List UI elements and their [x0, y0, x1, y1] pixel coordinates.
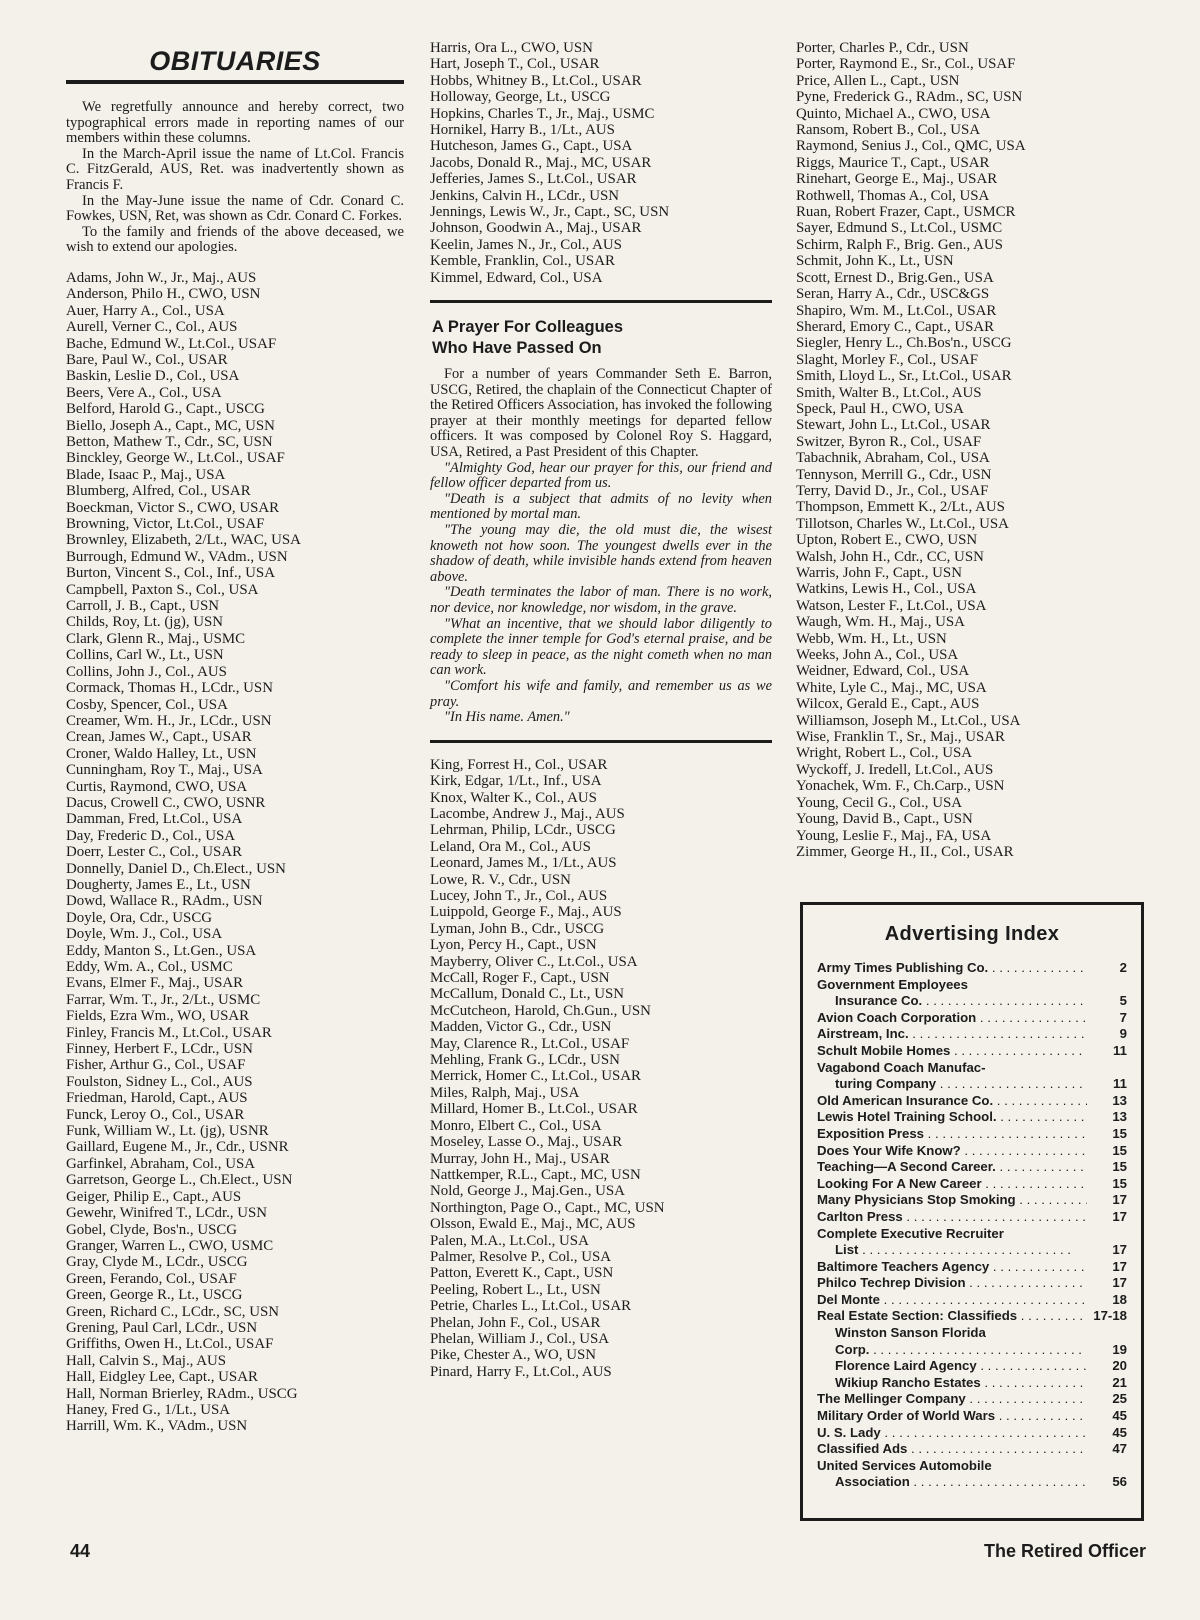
obituary-entry: Griffiths, Owen H., Lt.Col., USAF	[66, 1336, 274, 1353]
obituary-entry: Auer, Harry A., Col., USA	[66, 302, 225, 319]
ad-index-advertiser: Lewis Hotel Training School. . . .	[817, 1109, 1087, 1126]
obituary-entry: Wright, Robert L., Col., USA	[796, 745, 973, 762]
ad-index-page: 17	[1112, 1275, 1127, 1291]
obituary-entry: Green, George R., Lt., USCG	[66, 1287, 243, 1304]
page-number: 44	[70, 1541, 91, 1561]
obituary-entry: Green, Ferando, Col., USAF	[66, 1270, 237, 1287]
obituary-names-col1	[66, 270, 404, 1435]
ad-index-advertiser: Exposition Press . . .	[817, 1126, 1087, 1143]
obituary-entry: Finney, Herbert F., LCdr., USN	[66, 1041, 253, 1058]
obituary-entry: Nold, George J., Maj.Gen., USA	[430, 1183, 625, 1200]
obituary-entry: Brownley, Elizabeth, 2/Lt., WAC, USA	[66, 532, 301, 549]
obituary-entry: Binckley, George W., Lt.Col., USAF	[66, 450, 285, 467]
obituary-entry: Porter, Raymond E., Sr., Col., USAF	[796, 56, 1016, 73]
ad-index-page: 11	[1113, 1042, 1127, 1058]
obituary-entry: Young, Cecil G., Col., USA	[796, 794, 963, 811]
obituary-entry: Damman, Fred, Lt.Col., USA	[66, 811, 243, 828]
obituary-entry: Merrick, Homer C., Lt.Col., USAR	[430, 1068, 641, 1085]
obituaries-title: OBITUARIES	[149, 46, 321, 76]
ad-index-page: 15	[1112, 1159, 1127, 1175]
obituary-entry: Millard, Homer B., Lt.Col., USAR	[430, 1101, 638, 1118]
obituary-entry: Warris, John F., Capt., USN	[796, 565, 962, 581]
ad-index-page: 20	[1112, 1358, 1127, 1374]
obituary-entry: Donnelly, Daniel D., Ch.Elect., USN	[66, 860, 286, 877]
obituary-entry: Doyle, Wm. J., Col., USA	[66, 926, 223, 943]
obituary-entry: Harrill, Wm. K., VAdm., USN	[66, 1418, 248, 1435]
obituary-entry: Tennyson, Merrill G., Cdr., USN	[796, 466, 992, 483]
obituary-entry: White, Lyle C., Maj., MC, USA	[796, 679, 987, 696]
ad-index-advertiser: Classified Ads . . .	[817, 1441, 1087, 1458]
obituary-entry: Webb, Wm. H., Lt., USN	[796, 630, 947, 647]
obituary-entry: Hall, Norman Brierley, RAdm., USCG	[66, 1385, 298, 1402]
obituary-entry: Ruan, Robert Frazer, Capt., USMCR	[796, 204, 1016, 221]
obituary-entry: Smith, Lloyd L., Sr., Lt.Col., USAR	[796, 368, 1012, 385]
obituary-entry: Upton, Robert E., CWO, USN	[796, 532, 978, 549]
obituary-entry: Carroll, J. B., Capt., USN	[66, 598, 220, 615]
obituary-entry: Bare, Paul W., Col., USAR	[66, 351, 228, 368]
obituary-entry: Olsson, Ewald E., Maj., MC, AUS	[430, 1216, 636, 1233]
obituary-entry: Palmer, Resolve P., Col., USA	[430, 1248, 611, 1265]
ad-index-advertiser: Corp. . . .	[817, 1342, 1087, 1359]
ad-index-entry	[817, 1159, 1127, 1176]
ad-index-entry	[817, 1192, 1127, 1209]
obituary-entry: Geiger, Philip E., Capt., AUS	[66, 1188, 242, 1205]
ad-index-advertiser: Carlton Press . . .	[817, 1209, 1087, 1226]
obituary-entry: Jennings, Lewis W., Jr., Capt., SC, USN	[430, 204, 670, 221]
prayer-line: "In His name. Amen."	[444, 709, 570, 726]
ad-index-advertiser: Philco Techrep Division . . .	[817, 1275, 1087, 1292]
obituary-entry: Sayer, Edmund S., Lt.Col., USMC	[796, 220, 1003, 237]
obituary-entry: Thompson, Emmett K., 2/Lt., AUS	[796, 499, 1005, 516]
ad-index-entry	[817, 1358, 1127, 1375]
obituary-entry: Lehrman, Philip, LCdr., USCG	[430, 822, 616, 839]
ad-index-entry	[817, 1060, 1127, 1077]
obituary-entry: Northington, Page O., Capt., MC, USN	[430, 1199, 665, 1216]
ad-index-advertiser: Real Estate Section: Classifieds . . .	[817, 1308, 1087, 1325]
obituary-entry: Smith, Walter B., Lt.Col., AUS	[796, 384, 982, 401]
ad-index-page: 13	[1112, 1092, 1127, 1108]
obituary-entry: Eddy, Wm. A., Col., USMC	[66, 959, 233, 975]
obituary-entry: Cunningham, Roy T., Maj., USA	[66, 762, 263, 779]
prayer-text	[430, 461, 772, 726]
obituary-entry: Farrar, Wm. T., Jr., 2/Lt., USMC	[66, 991, 261, 1008]
obituary-entry: Belford, Harold G., Capt., USCG	[66, 401, 265, 418]
obituary-entry: Green, Richard C., LCdr., SC, USN	[66, 1303, 280, 1320]
ad-index-advertiser: Del Monte . . .	[817, 1292, 1087, 1309]
ad-index-advertiser: Association . . .	[817, 1474, 1087, 1491]
advertising-index-list	[817, 960, 1127, 1491]
obituary-entry: Sherard, Emory C., Capt., USAR	[796, 318, 995, 335]
ad-index-advertiser: Baltimore Teachers Agency . . .	[817, 1259, 1087, 1276]
obituary-entry: Jacobs, Donald R., Maj., MC, USAR	[430, 154, 652, 171]
obituary-entry: Price, Allen L., Capt., USN	[796, 72, 960, 89]
obituary-entry: Hutcheson, James G., Capt., USA	[430, 138, 633, 155]
obituary-entry: Palen, M.A., Lt.Col., USA	[430, 1232, 589, 1249]
ad-index-page: 13	[1112, 1109, 1127, 1125]
obituary-entry: Hall, Calvin S., Maj., AUS	[66, 1352, 227, 1369]
ad-index-entry	[817, 1242, 1127, 1259]
ad-index-page: 18	[1112, 1291, 1127, 1307]
obituary-entry: Raymond, Senius J., Col., QMC, USA	[796, 138, 1026, 155]
obituary-entry: Lowe, R. V., Cdr., USN	[430, 871, 571, 888]
ad-index-advertiser: Insurance Co. . . .	[817, 993, 1087, 1010]
obituary-entry: Pyne, Frederick G., RAdm., SC, USN	[796, 89, 1023, 106]
obituary-entry: Patton, Everett K., Capt., USN	[430, 1265, 614, 1282]
ad-index-advertiser: Teaching—A Second Career. . . .	[817, 1159, 1087, 1176]
obituary-entry: Weeks, John A., Col., USA	[796, 647, 959, 664]
obituary-entry: Hornikel, Harry B., 1/Lt., AUS	[430, 122, 615, 139]
ad-index-page: 9	[1119, 1026, 1127, 1042]
obituary-entry: Hopkins, Charles T., Jr., Maj., USMC	[430, 105, 655, 122]
obituary-entry: Evans, Elmer F., Maj., USAR	[66, 975, 244, 992]
ad-index-entry	[817, 1076, 1127, 1093]
obituary-entry: Hobbs, Whitney B., Lt.Col., USAR	[430, 72, 642, 89]
obituary-entry: Seran, Harry A., Cdr., USC&GS	[796, 286, 990, 303]
ad-index-page: 17	[1112, 1258, 1127, 1274]
obituary-entry: Hall, Eidgley Lee, Capt., USAR	[66, 1369, 258, 1386]
obituary-entry: Jenkins, Calvin H., LCdr., USN	[430, 187, 620, 204]
ad-index-advertiser: Does Your Wife Know? . . .	[817, 1143, 1087, 1160]
ad-index-entry	[817, 993, 1127, 1010]
obituary-entry: Switzer, Byron R., Col., USAF	[796, 433, 982, 450]
prayer-line: "Comfort his wife and family, and remember us as we pray.	[430, 677, 772, 710]
obituary-entry: Monro, Elbert C., Col., USA	[430, 1117, 602, 1134]
ad-index-advertiser: Schult Mobile Homes . . .	[817, 1043, 1087, 1060]
obituary-entry: Garretson, George L., Ch.Elect., USN	[66, 1172, 293, 1189]
obituary-entry: Watson, Lester F., Lt.Col., USA	[796, 597, 987, 614]
obituary-entry: Baskin, Leslie D., Col., USA	[66, 368, 240, 385]
prayer-line: "What an incentive, that we should labor diligently to complete the inner temple for God's eternal praise, and be ready to sleep in peace, as the night cometh when no man can work.	[430, 615, 772, 679]
obituary-entry: Mayberry, Oliver C., Lt.Col., USA	[430, 953, 638, 970]
prayer-line: "The young may die, the old must die, the wisest knoweth not how soon. The youngest dwells ever in the shadow of death, while invisible hands extend from heaven above.	[430, 522, 772, 585]
obituary-entry: Slaght, Morley F., Col., USAF	[796, 351, 979, 368]
obituary-entry: Beers, Vere A., Col., USA	[66, 384, 222, 401]
obituary-entry: Schirm, Ralph F., Brig. Gen., AUS	[796, 236, 1003, 253]
ad-index-entry	[817, 1226, 1127, 1243]
obituary-entry: Funck, Leroy O., Col., USAR	[66, 1106, 245, 1123]
obituary-entry: Dacus, Crowell C., CWO, USNR	[66, 794, 266, 811]
obituary-entry: Speck, Paul H., CWO, USA	[796, 400, 964, 417]
intro-paragraph: In the March-April issue the name of Lt.Col. Francis C. FitzGerald, AUS, Ret. was inadvertently shown as Francis F.	[66, 145, 404, 193]
obituary-entry: Hart, Joseph T., Col., USAR	[430, 56, 600, 73]
obituary-entry: Gray, Clyde M., LCdr., USCG	[66, 1254, 248, 1271]
obituary-entry: Day, Frederic D., Col., USA	[66, 827, 236, 844]
obituary-entry: Mehling, Frank G., LCdr., USN	[430, 1052, 620, 1069]
obituary-entry: Holloway, George, Lt., USCG	[430, 89, 611, 106]
ad-index-page: 45	[1112, 1408, 1127, 1424]
obituary-entry: Cormack, Thomas H., LCdr., USN	[66, 680, 273, 697]
obituary-entry: Luippold, George F., Maj., AUS	[430, 904, 622, 921]
obituary-entry: Finley, Francis M., Lt.Col., USAR	[66, 1024, 272, 1041]
obituary-entry: Lyon, Percy H., Capt., USN	[430, 937, 597, 954]
obituary-entry: Kirk, Edgar, 1/Lt., Inf., USA	[430, 773, 602, 790]
column-right	[796, 40, 1144, 860]
ad-index-advertiser: United Services Automobile	[817, 1457, 992, 1473]
ad-index-entry	[817, 1391, 1127, 1408]
ad-index-advertiser: Wikiup Rancho Estates . . .	[817, 1375, 1087, 1392]
obituary-entry: Clark, Glenn R., Maj., USMC	[66, 630, 246, 647]
ad-index-advertiser: U. S. Lady . . .	[817, 1425, 1087, 1442]
prayer-intro: For a number of years Commander Seth E. Barron, USCG, Retired, the chaplain of the Connecticut Chapter of the Retired Officers Association, has invoked the following prayer at their monthly meetings for departed fellow officers. It was composed by Colonel Roy S. Haggard, USA, Retired, a Past President of this Chapter.	[430, 366, 772, 461]
obituary-names-col2-top	[430, 40, 772, 286]
obituary-entry: Fisher, Arthur G., Col., USAF	[66, 1057, 246, 1074]
obituary-entry: Schmit, John K., Lt., USN	[796, 253, 954, 270]
ad-index-entry	[817, 1458, 1127, 1475]
ad-index-page: 45	[1112, 1424, 1127, 1440]
obituary-entry: Petrie, Charles L., Lt.Col., USAR	[430, 1298, 632, 1315]
column-middle	[430, 40, 772, 1380]
ad-index-entry	[817, 1043, 1127, 1060]
ad-index-entry	[817, 1408, 1127, 1425]
obituary-entry: Eddy, Manton S., Lt.Gen., USA	[66, 942, 257, 959]
ad-index-page: 2	[1119, 960, 1127, 975]
obituary-entry: Porter, Charles P., Cdr., USN	[796, 40, 969, 56]
section-rule	[430, 740, 772, 743]
obituary-entry: Boeckman, Victor S., CWO, USAR	[66, 499, 280, 516]
obituary-entry: Bache, Edmund W., Lt.Col., USAF	[66, 335, 277, 352]
prayer-title-line2: Who Have Passed On	[432, 339, 602, 358]
obituary-entry: Adams, John W., Jr., Maj., AUS	[66, 269, 257, 286]
ad-index-page: 56	[1112, 1474, 1127, 1490]
obituary-entry: McCutcheon, Harold, Ch.Gun., USN	[430, 1002, 651, 1019]
obituary-entry: Young, David B., Capt., USN	[796, 811, 973, 828]
obituary-entry: Haney, Fred G., 1/Lt., USA	[66, 1401, 231, 1418]
prayer-line: "Death terminates the labor of man. There is no work, nor device, nor knowledge, nor wisdom, in the grave.	[430, 584, 772, 616]
obituary-entry: Watkins, Lewis H., Col., USA	[796, 581, 977, 598]
ad-index-advertiser: Government Employees	[817, 976, 968, 992]
obituary-entry: Wyckoff, J. Iredell, Lt.Col., AUS	[796, 761, 994, 778]
obituary-entry: Zimmer, George H., II., Col., USAR	[796, 843, 1014, 860]
ad-index-page: 15	[1112, 1142, 1127, 1158]
ad-index-page: 17	[1112, 1208, 1127, 1224]
obituary-entry: Johnson, Goodwin A., Maj., USAR	[430, 220, 642, 237]
ad-index-entry	[817, 1109, 1127, 1126]
obituary-entry: Childs, Roy, Lt. (jg), USN	[66, 614, 224, 631]
obituary-entry: McCallum, Donald C., Lt., USN	[430, 986, 624, 1003]
ad-index-page: 15	[1112, 1125, 1127, 1141]
ad-index-entry	[817, 1010, 1127, 1027]
ad-index-advertiser: Avion Coach Corporation . . .	[817, 1010, 1087, 1027]
intro-paragraph: In the May-June issue the name of Cdr. Conard C. Fowkes, USN, Ret, was shown as Cdr. Conard C. Forkes.	[66, 192, 404, 225]
obituary-entry: Garfinkel, Abraham, Col., USA	[66, 1155, 255, 1172]
obituary-entry: Kemble, Franklin, Col., USAR	[430, 253, 615, 270]
obituary-entry: Croner, Waldo Halley, Lt., USN	[66, 745, 257, 762]
publication-name: The Retired Officer	[983, 1541, 1146, 1561]
ad-index-entry	[817, 1093, 1127, 1110]
obituary-entry: Rothwell, Thomas A., Col, USA	[796, 187, 990, 204]
obituary-entry: Murray, John H., Maj., USAR	[430, 1150, 610, 1167]
obituary-entry: Terry, David D., Jr., Col., USAF	[796, 482, 989, 499]
ad-index-page: 15	[1112, 1175, 1127, 1191]
ad-index-entry	[817, 1259, 1127, 1276]
obituary-entry: Scott, Ernest D., Brig.Gen., USA	[796, 269, 994, 286]
obituary-entry: Kimmel, Edward, Col., USA	[430, 269, 603, 286]
obituary-entry: Foulston, Sidney L., Col., AUS	[66, 1073, 253, 1090]
ad-index-entry	[817, 1126, 1127, 1143]
ad-index-entry	[817, 1342, 1127, 1359]
ad-index-advertiser: Old American Insurance Co. . . .	[817, 1093, 1087, 1110]
obituary-entry: Knox, Walter K., Col., AUS	[430, 789, 597, 806]
obituary-entry: Tabachnik, Abraham, Col., USA	[796, 450, 990, 467]
ad-index-page: 17	[1112, 1192, 1127, 1208]
ad-index-advertiser: Complete Executive Recruiter	[817, 1225, 1004, 1241]
ad-index-page: 5	[1119, 993, 1127, 1009]
obituary-entry: Gewehr, Winifred T., LCdr., USN	[66, 1205, 268, 1222]
ad-index-entry	[817, 1026, 1127, 1043]
obituary-entry: Burrough, Edmund W., VAdm., USN	[66, 548, 288, 565]
obituaries-intro	[66, 100, 404, 256]
obituary-entry: Nattkemper, R.L., Capt., MC, USN	[430, 1166, 641, 1183]
obituary-entry: Harris, Ora L., CWO, USN	[430, 40, 593, 56]
obituary-entry: Dowd, Wallace R., RAdm., USN	[66, 893, 263, 910]
obituary-entry: Doyle, Ora, Cdr., USCG	[66, 909, 213, 926]
ad-index-page: 11	[1113, 1076, 1127, 1092]
column-left	[66, 40, 404, 1435]
ad-index-advertiser: Army Times Publishing Co. . . .	[817, 960, 1087, 977]
ad-index-entry	[817, 1425, 1127, 1442]
obituary-entry: Riggs, Maurice T., Capt., USAR	[796, 154, 990, 171]
obituary-entry: Yonachek, Wm. F., Ch.Carp., USN	[796, 778, 1005, 795]
ad-index-entry	[817, 1176, 1127, 1193]
ad-index-page: 21	[1112, 1374, 1127, 1390]
obituary-names-col3	[796, 40, 1144, 860]
obituary-entry: Burton, Vincent S., Col., Inf., USA	[66, 565, 275, 582]
ad-index-page: 47	[1112, 1441, 1127, 1457]
obituary-entry: Leland, Ora M., Col., AUS	[430, 838, 591, 855]
obituary-entry: Curtis, Raymond, CWO, USA	[66, 778, 248, 795]
ad-index-advertiser: Winston Sanson Florida	[835, 1325, 986, 1341]
obituary-entry: Siegler, Henry L., Ch.Bos'n., USCG	[796, 335, 1012, 352]
title-rule	[66, 80, 404, 84]
intro-paragraph: We regretfully announce and hereby correct, two typographical errors made in reporting names of our members within these columns.	[66, 99, 404, 147]
obituary-entry: Williamson, Joseph M., Lt.Col., USA	[796, 712, 1021, 729]
obituary-entry: Doerr, Lester C., Col., USAR	[66, 844, 243, 861]
obituary-entry: May, Clarence R., Lt.Col., USAF	[430, 1035, 630, 1052]
obituary-entry: Phelan, William J., Col., USA	[430, 1330, 610, 1347]
obituary-entry: Phelan, John F., Col., USAR	[430, 1314, 601, 1331]
obituary-entry: Gobel, Clyde, Bos'n., USCG	[66, 1221, 238, 1238]
ad-index-advertiser: Vagabond Coach Manufac-	[817, 1059, 986, 1075]
obituary-entry: Moseley, Lasse O., Maj., USAR	[430, 1134, 623, 1151]
ad-index-advertiser: Military Order of World Wars . . .	[817, 1408, 1087, 1425]
ad-index-page: 25	[1112, 1391, 1127, 1407]
obituary-entry: Wilcox, Gerald E., Capt., AUS	[796, 696, 980, 713]
ad-index-entry	[817, 1292, 1127, 1309]
obituary-entry: Keelin, James N., Jr., Col., AUS	[430, 236, 622, 253]
obituary-entry: Creamer, Wm. H., Jr., LCdr., USN	[66, 712, 272, 729]
prayer-line: "Death is a subject that admits of no levity when mentioned by mortal man.	[430, 490, 772, 523]
prayer-line: "Almighty God, hear our prayer for this, our friend and fellow officer departed from us.	[430, 459, 772, 492]
intro-paragraph: To the family and friends of the above deceased, we wish to extend our apologies.	[66, 223, 404, 256]
ad-index-entry	[817, 1209, 1127, 1226]
obituary-entry: Betton, Mathew T., Cdr., SC, USN	[66, 434, 273, 450]
obituary-entry: Lucey, John T., Jr., Col., AUS	[430, 888, 608, 904]
obituary-entry: Tillotson, Charles W., Lt.Col., USA	[796, 515, 1009, 532]
obituary-entry: Peeling, Robert L., Lt., USN	[430, 1281, 601, 1298]
ad-index-advertiser: The Mellinger Company . . .	[817, 1391, 1087, 1408]
obituary-entry: Cosby, Spencer, Col., USA	[66, 696, 228, 713]
ad-index-page: 7	[1119, 1009, 1127, 1025]
obituary-entry: Stewart, John L., Lt.Col., USAR	[796, 417, 991, 434]
obituary-entry: Friedman, Harold, Capt., AUS	[66, 1090, 248, 1107]
obituary-entry: Wise, Franklin T., Sr., Maj., USAR	[796, 729, 1005, 746]
ad-index-page: 19	[1112, 1341, 1127, 1357]
obituary-entry: Lyman, John B., Cdr., USCG	[430, 920, 605, 937]
ad-index-entry	[817, 1308, 1127, 1325]
obituary-entry: Jefferies, James S., Lt.Col., USAR	[430, 171, 637, 188]
prayer-title	[432, 317, 772, 359]
ad-index-entry	[817, 1325, 1127, 1342]
ad-index-entry	[817, 1375, 1127, 1392]
obituary-entry: Rinehart, George E., Maj., USAR	[796, 171, 998, 188]
obituary-entry: Young, Leslie F., Maj., FA, USA	[796, 827, 992, 844]
ad-index-page: 17-18	[1093, 1308, 1127, 1324]
obituary-entry: McCall, Roger F., Capt., USN	[430, 970, 610, 987]
ad-index-advertiser: Airstream, Inc. . . .	[817, 1026, 1087, 1043]
obituary-entry: Miles, Ralph, Maj., USA	[430, 1084, 580, 1101]
ad-index-advertiser: Looking For A New Career . . .	[817, 1176, 1087, 1193]
obituary-entry: Fields, Ezra Wm., WO, USAR	[66, 1008, 250, 1025]
obituary-entry: Browning, Victor, Lt.Col., USAF	[66, 516, 265, 533]
obituary-entry: Madden, Victor G., Cdr., USN	[430, 1019, 612, 1036]
ad-index-page: 17	[1112, 1242, 1127, 1258]
ad-index-entry	[817, 977, 1127, 994]
ad-index-advertiser: Many Physicians Stop Smoking . . .	[817, 1192, 1087, 1209]
ad-index-advertiser: List . . .	[817, 1242, 1087, 1259]
ad-index-entry	[817, 1275, 1127, 1292]
obituary-entry: Pinard, Harry F., Lt.Col., AUS	[430, 1363, 612, 1380]
obituary-entry: Granger, Warren L., CWO, USMC	[66, 1237, 274, 1254]
section-rule	[430, 300, 772, 303]
ad-index-advertiser: Florence Laird Agency . . .	[817, 1358, 1087, 1375]
obituary-entry: Funk, William W., Lt. (jg), USNR	[66, 1123, 269, 1140]
obituary-entry: Grening, Paul Carl, LCdr., USN	[66, 1319, 258, 1336]
advertising-index-title: Advertising Index	[884, 923, 1060, 945]
prayer-title-line1: A Prayer For Colleagues	[432, 318, 624, 337]
obituary-entry: Aurell, Verner C., Col., AUS	[66, 319, 238, 336]
obituary-entry: Blumberg, Alfred, Col., USAR	[66, 483, 251, 500]
ad-index-entry	[817, 960, 1127, 977]
obituary-entry: Campbell, Paxton S., Col., USA	[66, 581, 259, 598]
ad-index-entry	[817, 1474, 1127, 1491]
obituary-entry: Quinto, Michael A., CWO, USA	[796, 105, 991, 122]
obituary-entry: Crean, James W., Capt., USAR	[66, 729, 252, 746]
obituary-entry: Anderson, Philo H., CWO, USN	[66, 286, 261, 303]
obituary-entry: Ransom, Robert B., Col., USA	[796, 122, 981, 139]
obituary-entry: Dougherty, James E., Lt., USN	[66, 876, 251, 893]
obituary-entry: Collins, John J., Col., AUS	[66, 663, 227, 680]
obituary-names-col2-bottom	[430, 757, 772, 1380]
obituary-entry: Collins, Carl W., Lt., USN	[66, 647, 224, 664]
obituary-entry: Gaillard, Eugene M., Jr., Cdr., USNR	[66, 1139, 289, 1156]
obituary-entry: King, Forrest H., Col., USAR	[430, 756, 608, 773]
ad-index-advertiser: turing Company . . .	[817, 1076, 1087, 1093]
ad-index-entry	[817, 1441, 1127, 1458]
obituary-entry: Walsh, John H., Cdr., CC, USN	[796, 548, 984, 565]
obituary-entry: Waugh, Wm. H., Maj., USA	[796, 614, 965, 631]
obituary-entry: Leonard, James M., 1/Lt., AUS	[430, 855, 617, 872]
obituary-entry: Weidner, Edward, Col., USA	[796, 663, 970, 680]
ad-index-entry	[817, 1143, 1127, 1160]
obituary-entry: Lacombe, Andrew J., Maj., AUS	[430, 805, 625, 822]
obituary-entry: Shapiro, Wm. M., Lt.Col., USAR	[796, 302, 997, 319]
obituary-entry: Blade, Isaac P., Maj., USA	[66, 466, 226, 483]
obituary-entry: Biello, Joseph A., Capt., MC, USN	[66, 417, 275, 434]
advertising-index-box	[800, 902, 1144, 1521]
obituary-entry: Pike, Chester A., WO, USN	[430, 1347, 596, 1364]
